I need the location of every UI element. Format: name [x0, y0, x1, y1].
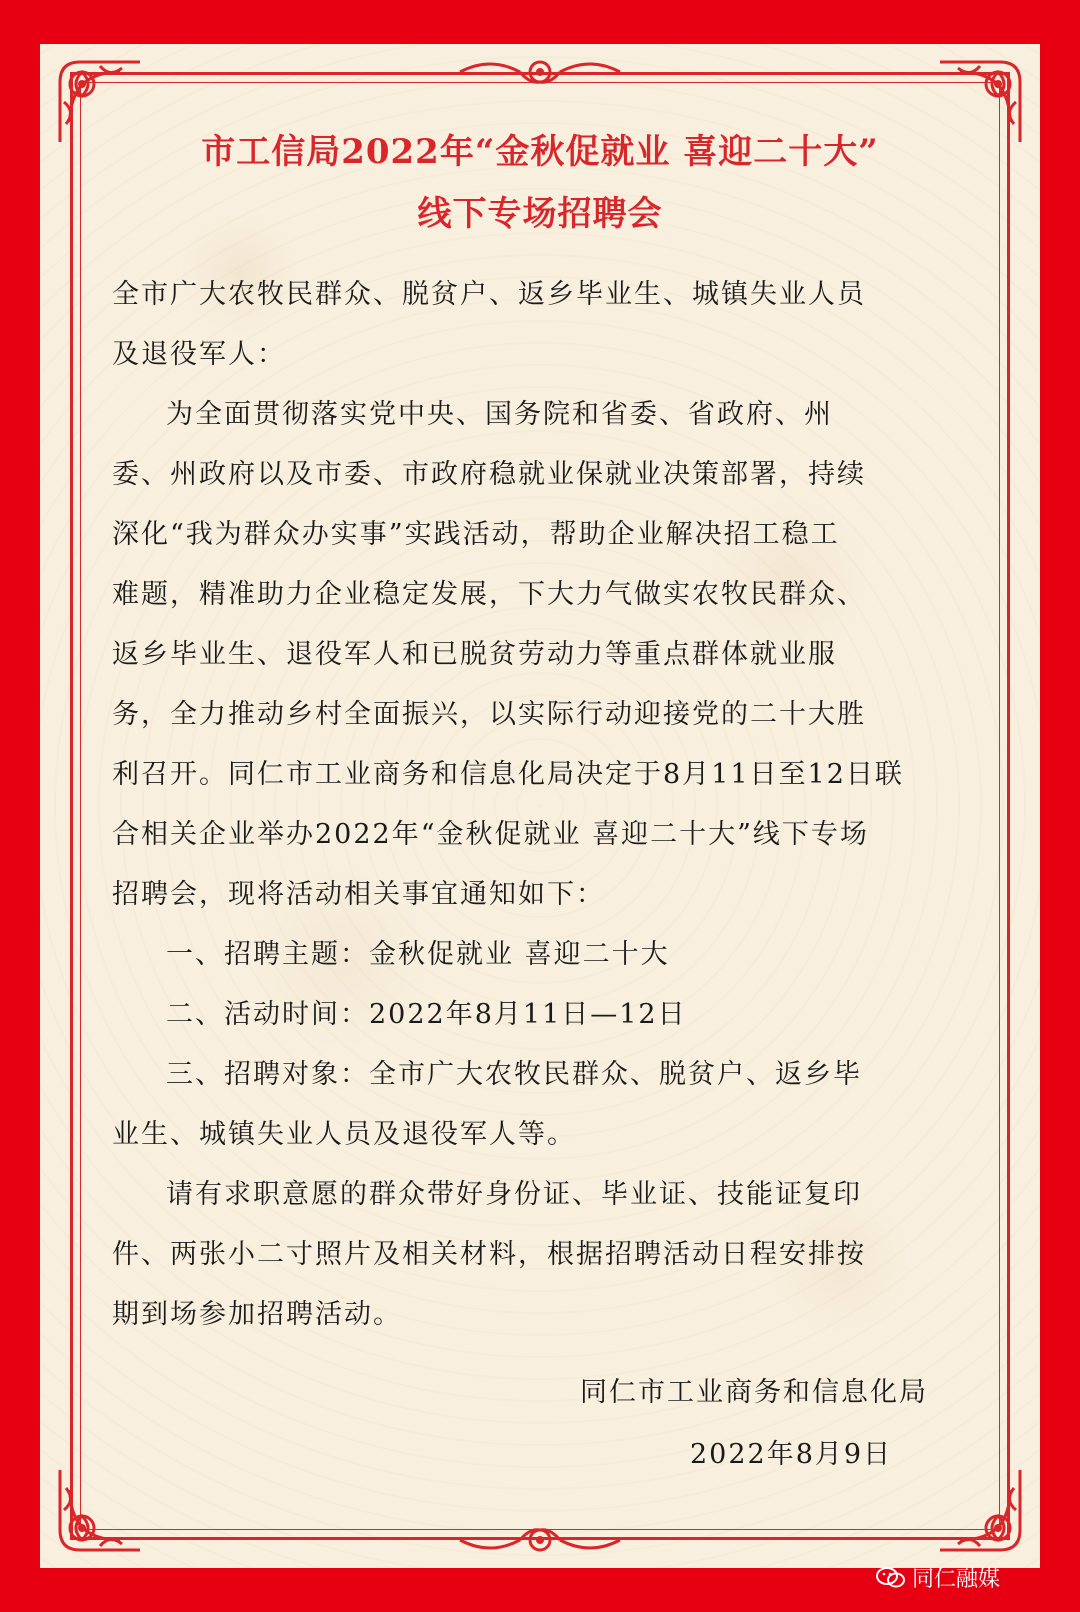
corner-ornament-bottom-right: [930, 1460, 1030, 1560]
body-line: 三、招聘对象：全市广大农牧民群众、脱贫户、返乡毕: [166, 1059, 862, 1090]
body-line: 深化“我为群众办实事”实践活动，帮助企业解决招工稳工: [112, 519, 840, 550]
watermark-text: 同仁融媒: [912, 1567, 1001, 1592]
signature-date: 2022年8月9日: [690, 1439, 893, 1470]
signature-org: 同仁市工业商务和信息化局: [580, 1377, 928, 1408]
body-line: 一、招聘主题：金秋促就业 喜迎二十大: [166, 939, 670, 970]
watermark: [876, 1562, 1000, 1593]
body-line: 利召开。同仁市工业商务和信息化局决定于8月11日至12日联: [112, 759, 904, 790]
body-line: 务，全力推动乡村全面振兴，以实际行动迎接党的二十大胜: [112, 699, 866, 730]
body-line: 委、州政府以及市委、市政府稳就业保就业决策部署，持续: [112, 459, 866, 490]
body-line: 二、活动时间：2022年8月11日—12日: [166, 999, 687, 1030]
bottom-center-ornament: [450, 1520, 630, 1560]
body-line: 业生、城镇失业人员及退役军人等。: [112, 1119, 576, 1150]
notice-title-line-1: 市工信局2022年“金秋促就业 喜迎二十大”: [201, 132, 879, 172]
body-line: 全市广大农牧民群众、脱贫户、返乡毕业生、城镇失业人员: [112, 279, 866, 310]
top-center-ornament: [450, 52, 630, 92]
body-line: 及退役军人：: [112, 339, 286, 370]
wechat-icon: [876, 1566, 906, 1590]
body-line: 为全面贯彻落实党中央、国务院和省委、省政府、州: [166, 399, 833, 430]
body-line: 件、两张小二寸照片及相关材料，根据招聘活动日程安排按: [112, 1239, 866, 1270]
body-line: 合相关企业举办2022年“金秋促就业 喜迎二十大”线下专场: [112, 819, 869, 850]
corner-ornament-bottom-left: [50, 1460, 150, 1560]
body-line: 期到场参加招聘活动。: [112, 1299, 402, 1330]
body-line: 返乡毕业生、退役军人和已脱贫劳动力等重点群体就业服: [112, 639, 837, 670]
notice-title-line-2: 线下专场招聘会: [417, 194, 663, 234]
body-line: 难题，精准助力企业稳定发展，下大力气做实农牧民群众、: [112, 579, 866, 610]
body-line: 请有求职意愿的群众带好身份证、毕业证、技能证复印: [166, 1179, 862, 1210]
body-line: 招聘会，现将活动相关事宜通知如下：: [112, 879, 605, 910]
